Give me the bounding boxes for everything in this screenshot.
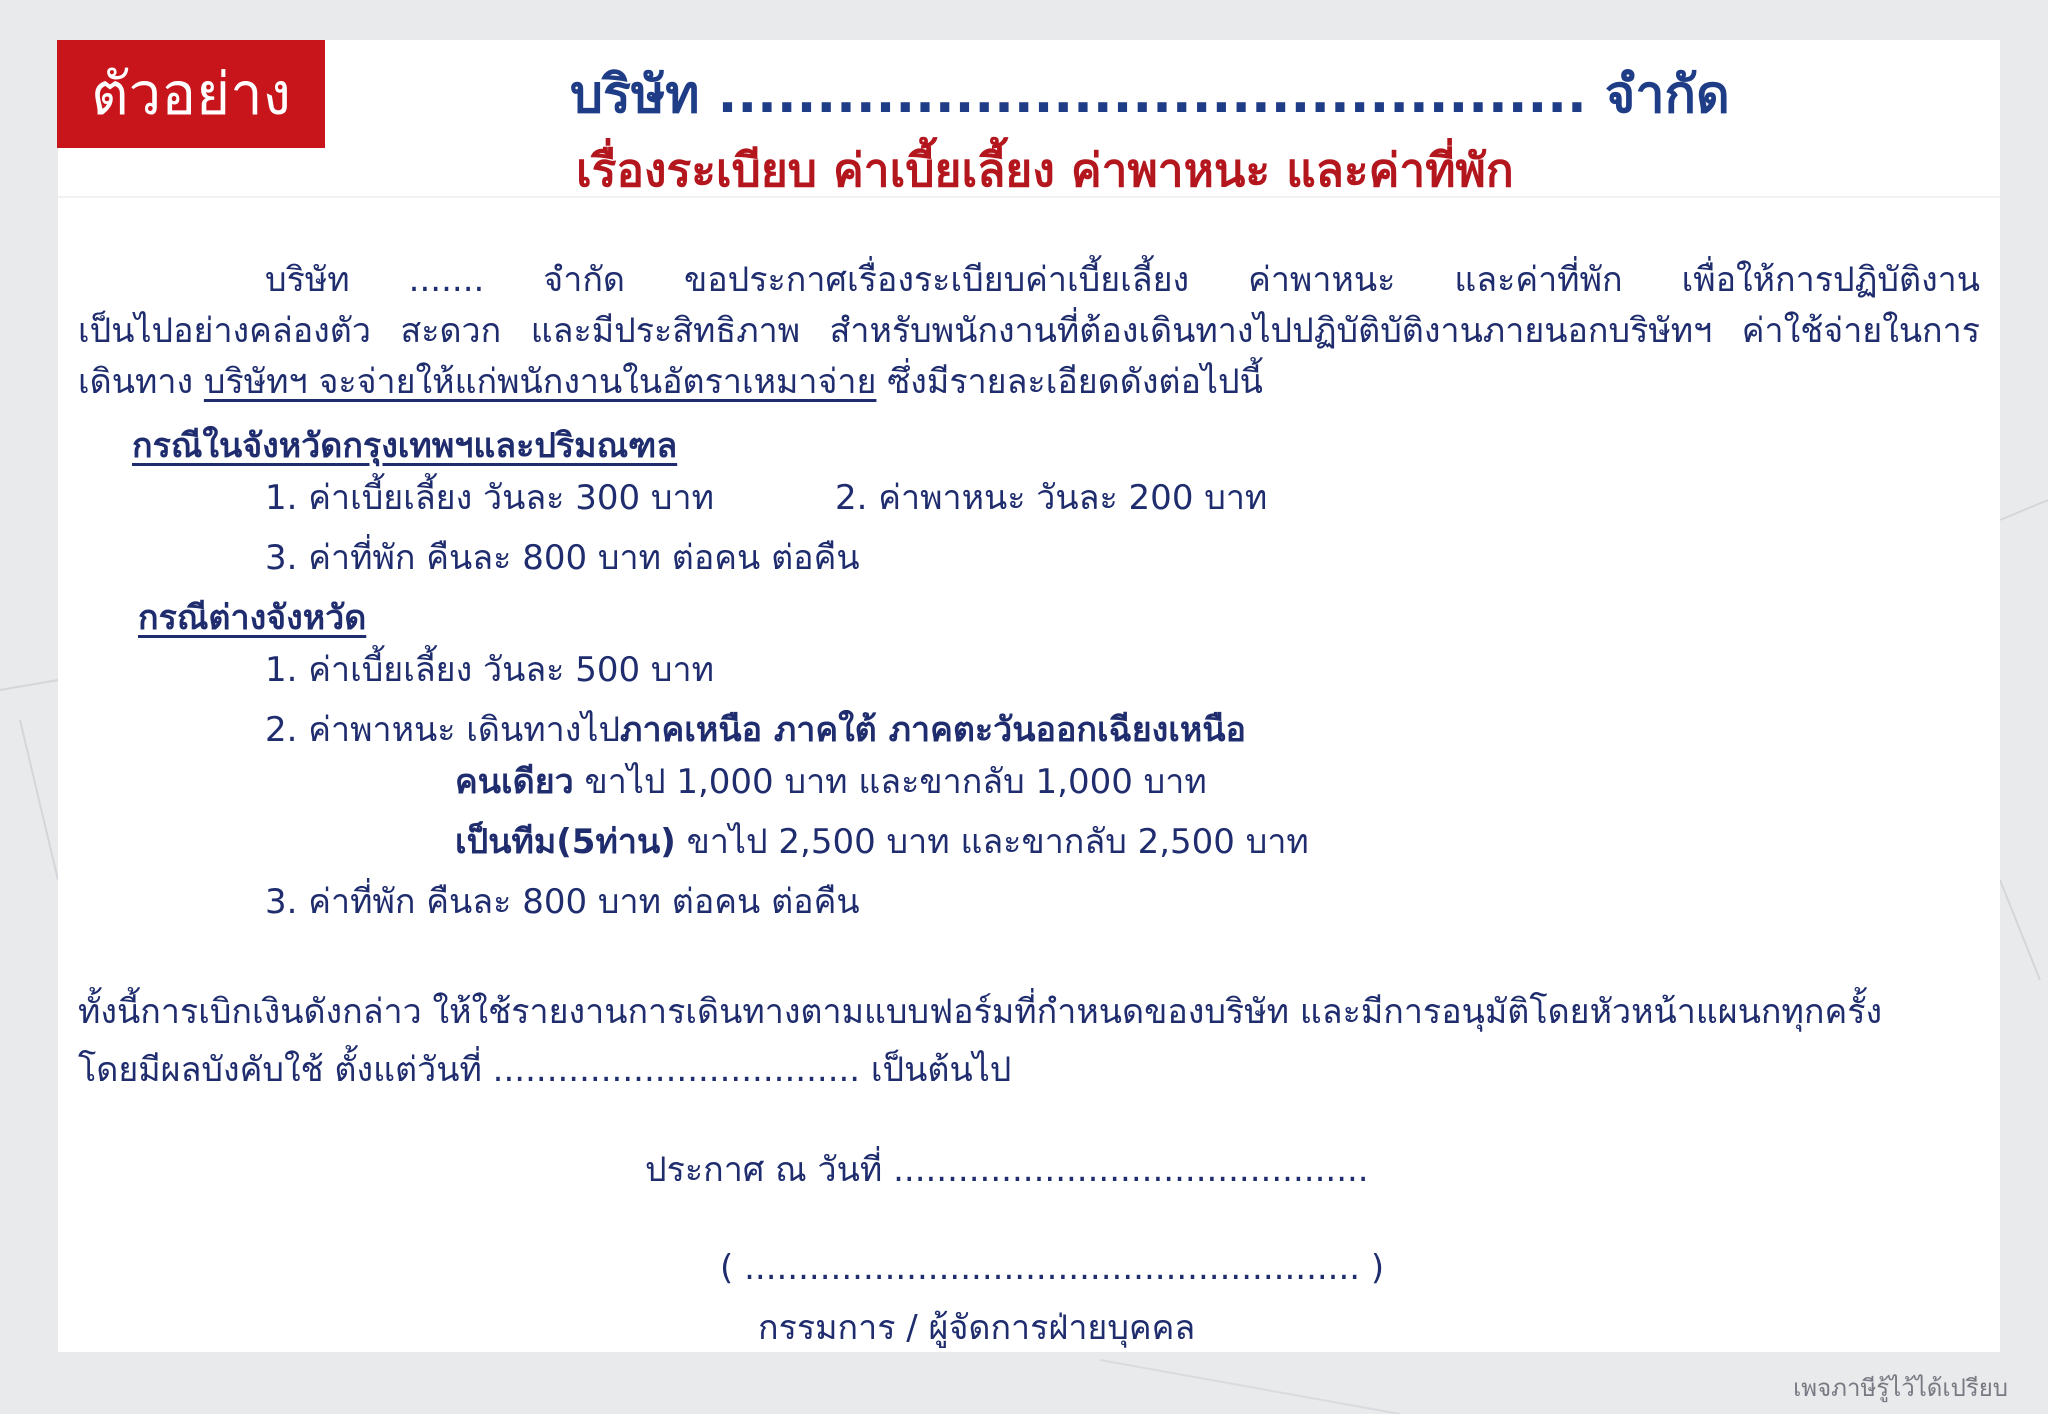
company-title: บริษัท ............................................ จำกัด (570, 65, 1730, 125)
bangkok-item-3: 3. ค่าที่พัก คืนละ 800 บาท ต่อคน ต่อคืน (265, 538, 860, 578)
provincial-item-3: 3. ค่าที่พัก คืนละ 800 บาท ต่อคน ต่อคืน (265, 882, 860, 922)
signature-name-line: ( ......................................................... ) (720, 1248, 1385, 1288)
intro-line-3-suffix: ซึ่งมีรายละเอียดดังต่อไปนี้ (887, 362, 1263, 402)
solo-travel-rate (455, 754, 1207, 808)
solo-label: คนเดียว (455, 762, 574, 802)
intro-line-3-underlined: บริษัทฯ จะจ่ายให้แก่พนักงานในอัตราเหมาจ่าย (203, 362, 877, 402)
team-label: เป็นทีม(5ท่าน) (455, 822, 676, 862)
team-travel-rate (455, 814, 1309, 868)
bangkok-item-2: 2. ค่าพาหนะ วันละ 200 บาท (835, 478, 1268, 518)
intro-line-1: บริษัท ....... จำกัด ขอประกาศเรื่องระเบียบค่าเบี้ยเลี้ยง ค่าพาหนะ และค่าที่พัก เพื่อให้การปฏิบัติงาน (265, 260, 1980, 300)
document-subject: เรื่องระเบียบ ค่าเบี้ยเลี้ยง ค่าพาหนะ และค่าที่พัก (576, 143, 1514, 197)
signer-position: กรรมการ / ผู้จัดการฝ่ายบุคคล (758, 1308, 1196, 1348)
page-watermark: เพจภาษีรู้ไว้ได้เปรียบ (1793, 1374, 2008, 1402)
provincial-item-1: 1. ค่าเบี้ยเลี้ยง วันละ 500 บาท (265, 650, 715, 690)
bangkok-item-1: 1. ค่าเบี้ยเลี้ยง วันละ 300 บาท (265, 478, 715, 518)
provincial-regions: ภาคเหนือ ภาคใต้ ภาคตะวันออกเฉียงเหนือ (620, 710, 1246, 750)
section-bangkok-title: กรณีในจังหวัดกรุงเทพฯและปริมณฑล (132, 426, 678, 466)
intro-line-3-prefix: เดินทาง (78, 362, 194, 402)
sample-badge: ตัวอย่าง (57, 40, 325, 148)
solo-text: ขาไป 1,000 บาท และขากลับ 1,000 บาท (584, 762, 1207, 802)
team-text: ขาไป 2,500 บาท และขากลับ 2,500 บาท (686, 822, 1309, 862)
section-provincial-title: กรณีต่างจังหวัด (138, 598, 367, 638)
provincial-item-2 (265, 702, 1246, 756)
provincial-item-2-prefix: 2. ค่าพาหนะ เดินทางไป (265, 710, 621, 750)
intro-line-2: เป็นไปอย่างคล่องตัว สะดวก และมีประสิทธิภาพ สำหรับพนักงานที่ต้องเดินทางไปปฏิบัติบัติงานภายนอกบริษัทฯ ค่าใช้จ่ายในการ (78, 311, 1980, 351)
closing-line-1: ทั้งนี้การเบิกเงินดังกล่าว ให้ใช้รายงานการเดินทางตามแบบฟอร์มที่กำหนดของบริษัท และมีการอนุมัติโดยหัวหน้าแผนกทุกครั้ง (78, 992, 1883, 1032)
intro-line-3 (78, 354, 1263, 408)
closing-line-2: โดยมีผลบังคับใช้ ตั้งแต่วันที่ .................................. เป็นต้นไป (78, 1050, 1012, 1090)
announce-date: ประกาศ ณ วันที่ ............................................ (645, 1150, 1369, 1190)
